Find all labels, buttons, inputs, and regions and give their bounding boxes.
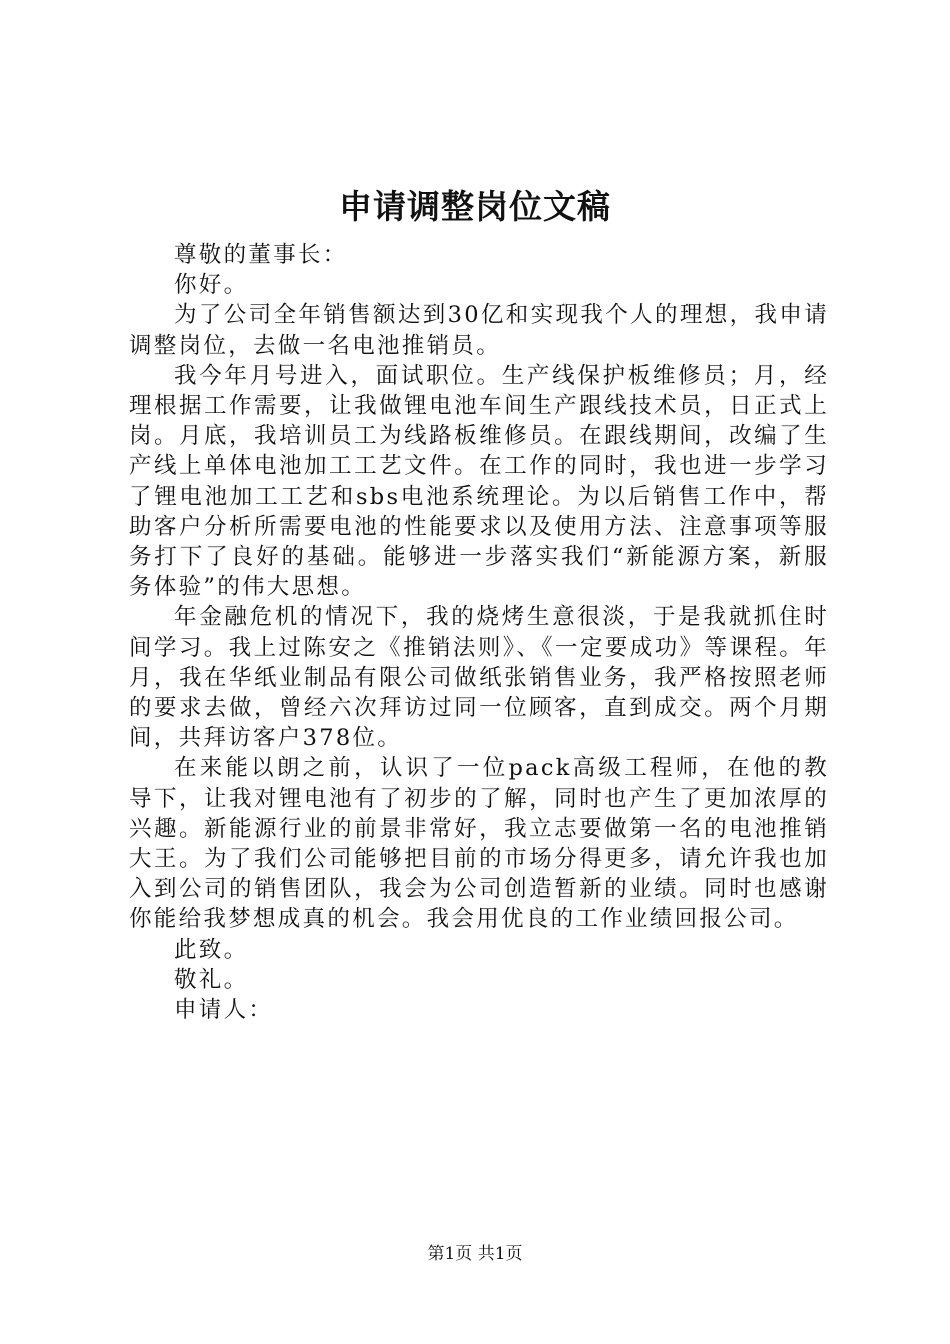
paragraph-3: 年金融危机的情况下，我的烧烤生意很淡，于是我就抓住时间学习。我上过陈安之《推销法则》、《一定要成功》等课程。年月，我在华纸业制品有限公司做纸张销售业务，我严格按照老师的要求去做，曾经六次拜访过同一位顾客，直到成交。两个月期间，共拜访客户378位。 [129, 604, 829, 752]
salutation: 尊敬的董事长： [174, 242, 348, 268]
closing: 此致。 [174, 936, 249, 963]
paragraph-2: 我今年月号进入，面试职位。生产线保护板维修员；月，经理根据工作需要，让我做锂电池车间生产跟线技术员，日正式上岗。月底，我培训员工为线路板维修员。在跟线期间，改编了生产线上单体电池加工工艺文件。在工作的同时，我也进一步学习了锂电池加工工艺和sbs电池系统理论。为以后销售工作中，帮助客户分析所需要电池的性能要求以及使用方法、注意事项等服务打下了良好的基础。能够进一步落实我们“新能源方案，新服务体验”的伟大思想。 [129, 362, 829, 601]
document-body [129, 240, 829, 1025]
signature-label: 申请人： [174, 997, 274, 1024]
paragraph-4: 在来能以朗之前，认识了一位pack高级工程师，在他的教导下，让我对锂电池有了初步的了解，同时也产生了更加浓厚的兴趣。新能源行业的前景非常好，我立志要做第一名的电池推销大王。为了我们公司能够把目前的市场分得更多，请允许我也加入到公司的销售团队，我会为公司创造暂新的业绩。同时也感谢你能给我梦想成真的机会。我会用优良的工作业绩回报公司。 [129, 755, 829, 933]
regards: 敬礼。 [174, 966, 249, 993]
document-title: 申请调整岗位文稿 [339, 187, 611, 226]
page-footer: 第1页 共1页 [427, 1244, 523, 1264]
paragraph-1: 为了公司全年销售额达到30亿和实现我个人的理想，我申请调整岗位，去做一名电池推销员。 [129, 302, 829, 359]
greeting: 你好。 [174, 272, 249, 299]
